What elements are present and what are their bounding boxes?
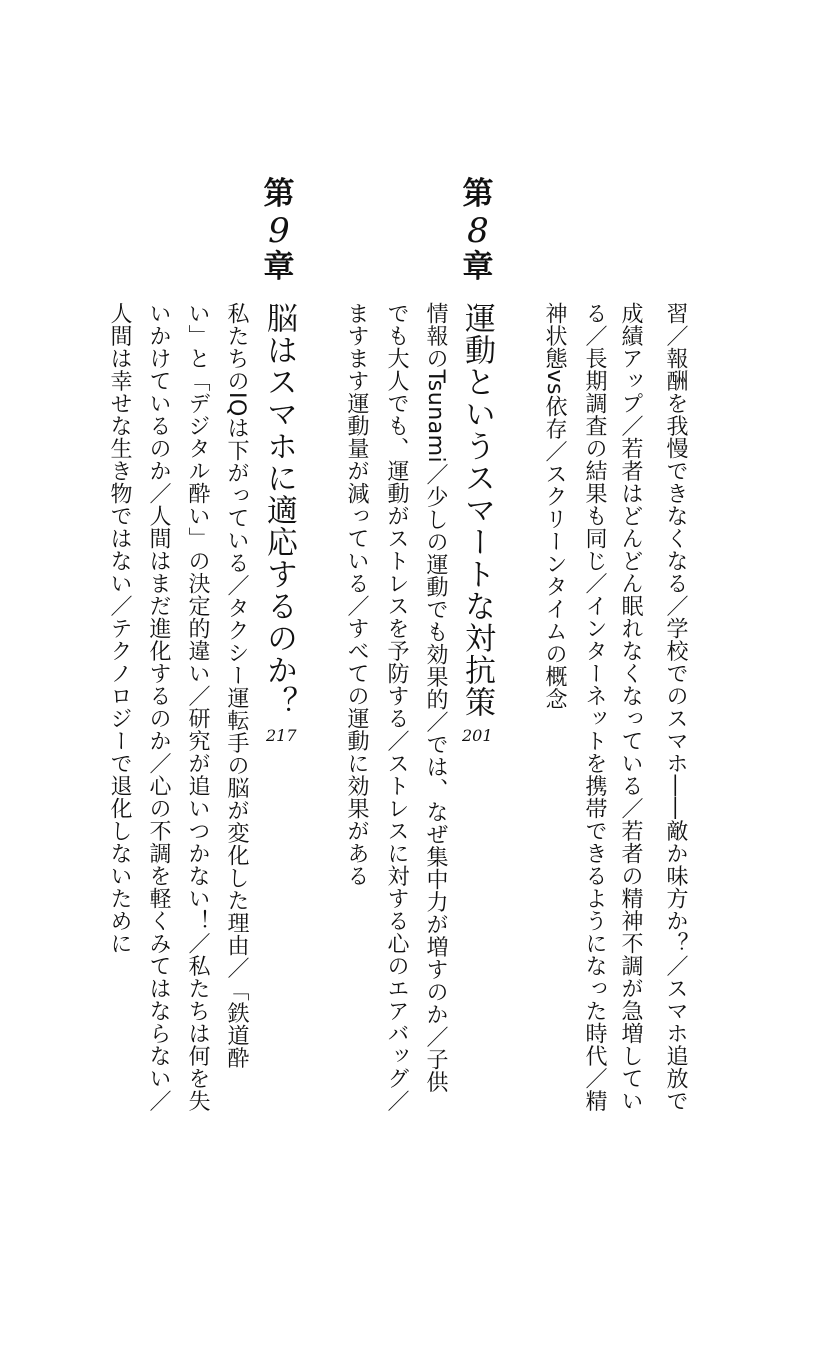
chapter-8-line-1: 情報のTsunami／少しの運動でも効果的／では、なぜ集中力が増すのか／子供 bbox=[423, 302, 448, 1094]
chapter-9-number: 9 bbox=[268, 211, 290, 251]
chapter-8-prefix: 第 bbox=[462, 176, 494, 212]
chapter-9-line-4: 人間は幸せな生き物ではない／テクノロジーで退化しないために bbox=[107, 302, 132, 955]
chapter-9-page-number: 217 bbox=[266, 726, 297, 745]
chapter-8-suffix: 章 bbox=[462, 249, 494, 285]
chapter-9-line-1: 私たちのIQは下がっている／タクシー運転手の脳が変化した理由／「鉄道酔 bbox=[224, 302, 249, 1070]
chapter-9-label bbox=[249, 176, 309, 286]
prev-chapter-line-1: 習／報酬を我慢できなくなる／学校でのスマホ――敵か味方か？／スマホ追放で bbox=[663, 302, 688, 1112]
prev-chapter-line-2: 成績アップ／若者はどんどん眠れなくなっている／若者の精神不調が急増してい bbox=[618, 302, 643, 1112]
chapter-9-prefix: 第 bbox=[263, 176, 295, 212]
chapter-8-number: 8 bbox=[467, 211, 489, 251]
chapter-8-label bbox=[448, 176, 508, 286]
chapter-9-line-3: いかけているのか／人間はまだ進化するのか／心の不調を軽くみてはならない／ bbox=[146, 302, 171, 1112]
chapter-9-suffix: 章 bbox=[263, 249, 295, 285]
chapter-8-line-2: でも大人でも、運動がストレスを予防する／ストレスに対する心のエアバッグ／ bbox=[384, 302, 409, 1112]
chapter-8-line-3: ますます運動量が減っている／すべての運動に効果がある bbox=[344, 302, 369, 887]
prev-chapter-line-3: る／長期調査の結果も同じ／インターネットを携帯できるようになった時代／精 bbox=[582, 302, 607, 1112]
chapter-8-page-number: 201 bbox=[462, 726, 493, 745]
chapter-9-title: 脳はスマホに適応するのか？ bbox=[261, 302, 297, 718]
prev-chapter-line-4: 神状態vs依存／スクリーンタイムの概念 bbox=[542, 302, 567, 710]
chapter-9-line-2: い」と「デジタル酔い」の決定的違い／研究が追いつかない！／私たちは何を失 bbox=[185, 302, 210, 1112]
chapter-8-title: 運動というスマートな対抗策 bbox=[459, 302, 495, 718]
